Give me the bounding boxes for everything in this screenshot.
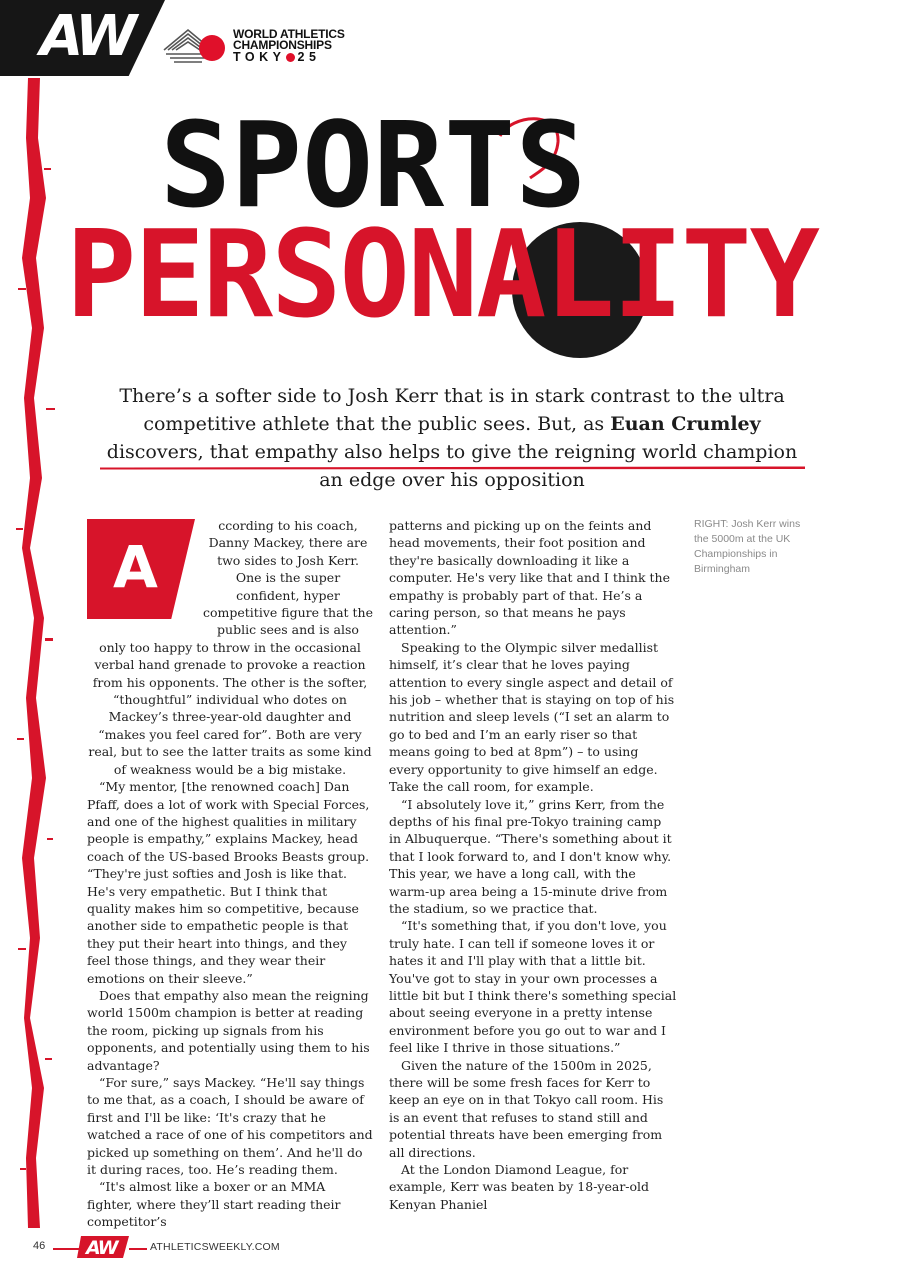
event-line1: WORLD ATHLETICS [233,27,345,41]
paragraph: At the London Diamond League, for example, Kerr was beaten by 18-year-old Kenyan Phaniel [389,1162,650,1212]
page-number: 46 [33,1240,46,1252]
championships-emblem-icon [162,24,230,68]
page-footer [33,1236,333,1258]
paragraph: Speaking to the Olympic silver medallist himself, it’s clear that he loves paying attention to every single aspect and detail of his job – whether that is staying on top of his nutrition and sleep levels (“I set an alarm to go to bed and I’m an early riser so that means going to bed at 8pm”) – to using every opportunity to give himself an edge. Take the call room, for example. [389,639,675,795]
paragraph: Does that empathy also mean the reigning world 1500m champion is better at reading the room, picking up signals from his opponents, and potentially using them to his advantage? [87,987,370,1073]
standfirst-before: There’s a softer side to Josh Kerr that is in stark contrast to the ultra competitive athlete that the public sees. But, as [119,385,785,435]
footer-aw-logo [77,1236,129,1258]
event-line2: CHAMPIONSHIPS [233,38,332,52]
article-column-2 [389,517,677,1213]
paragraph: “For sure,” says Mackey. “He'll say things to me that, as a coach, I should be aware of first and I'll be like: ‘It's crazy that he watched a race of one of his competitors and picked up something on them’. And he'll do it during races, too. He’s reading them. [87,1075,373,1178]
red-rule [100,466,805,470]
standfirst-after: discovers, that empathy also helps to give the reigning world champion an edge over his opposition [106,441,798,491]
article-column-1 [87,517,373,1231]
paragraph: “It's something that, if you don't love, you truly hate. I can tell if someone loves it or hates it and I'll play with that a little bit. You've got to stay in your own processes a little bit but I think there's something special about seeing everyone in a pretty intense environment before you go out to war and I feel like I thrive in those situations.” [389,918,677,1056]
photo-caption: RIGHT: Josh Kerr wins the 5000m at the UK Championships in Birmingham [694,518,801,575]
author-name: Euan Crumley [610,413,761,435]
paragraph: Given the nature of the 1500m in 2025, there will be some fresh faces for Kerr to keep an eye on in that Tokyo call room. His is an event that refuses to stand still and potential threats have been emerging from all directions. [389,1057,664,1160]
event-city-year: TOKY 25 [233,50,321,64]
site-url[interactable]: ATHLETICSWEEKLY.COM [150,1241,280,1253]
masthead [0,0,360,78]
paragraph: “My mentor, [the renowned coach] Dan Pfaff, does a lot of work with Special Forces, and one of the highest qualities in military people is empathy,” explains Mackey, head coach of the US-based Brooks Beasts group. “They're just softies and Josh is like that. He's very empathetic. But I think that quality makes him so competitive, because another side to empathetic people is that they put their heart into things, and they feel those things, and they wear their emotions on their sleeve.” [87,779,370,986]
red-dot-icon [286,53,295,62]
drop-cap-letter: A [113,533,158,601]
footer-rule-right [129,1248,147,1250]
svg-text:AW: AW [86,1237,117,1258]
paragraph: patterns and picking up on the feints and head movements, their foot position and they're basically downloading it like a computer. He's very like that and I think the empathy is probably part of that. He’s a caring person, so that means he pays attention.” [389,518,670,638]
red-brush-stripe [0,78,60,1228]
aw-logo: AW [40,4,133,69]
footer-rule-left [53,1248,79,1250]
headline [60,108,840,368]
headline-line2: PERSONALITY [66,206,820,345]
headline-line1: SPORTS [160,108,587,234]
paragraph: ccording to his coach, Danny Mackey, there are two sides to Josh Kerr. One is the super confident, hyper competitive figure that the public sees and is also only too happy to throw in the occasional verbal hand grenade to provoke a reaction from his opponents. The other is the softer, “thoughtful” individual who dotes on Mackey’s three-year-old daughter and “makes you feel cared for”. Both are very real, but to see the latter traits as some kind of weakness would be a big mistake. [88,518,373,777]
paragraph: “I absolutely love it,” grins Kerr, from the depths of his final pre-Tokyo training camp in Albuquerque. “There's something about it that I look forward to, and I don't know why. This year, we have a long call, with the warm-up area being a 15-minute drive from the stadium, so we practice that. [389,796,672,916]
drop-cap [87,517,195,621]
standfirst [92,382,812,494]
championships-wordmark [233,29,345,63]
paragraph: “It's almost like a boxer or an MMA fighter, where they’ll start reading their competitor’s [87,1179,341,1230]
